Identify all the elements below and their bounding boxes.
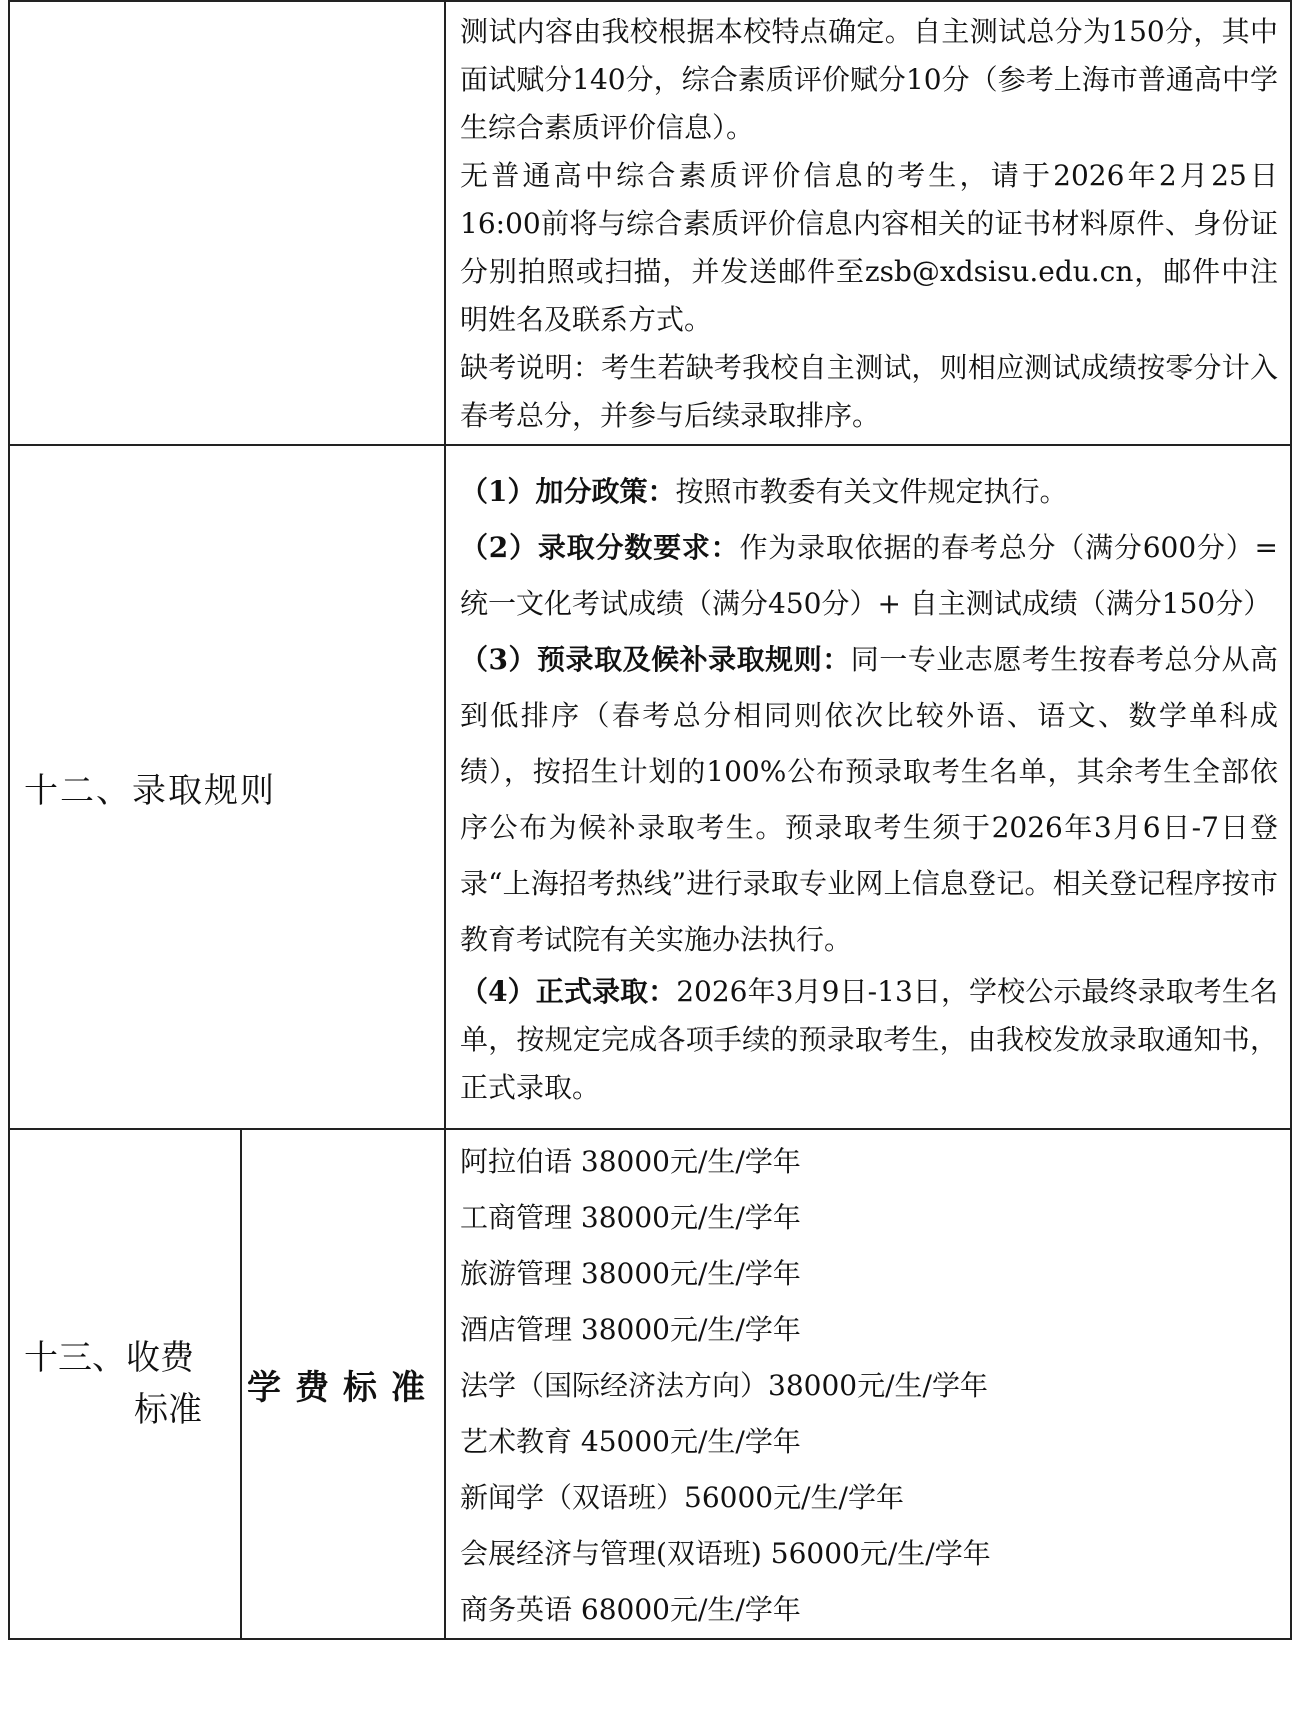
no-evaluation-paragraph: 无普通高中综合素质评价信息的考生，请于2026年2月25日16:00前将与综合素质评价信息内容相关的证书材料原件、身份证分别拍照或扫描，并发送邮件至zsb@xdsisu.edu.cn，邮件中注明姓名及联系方式。 [460, 159, 1278, 336]
tuition-item: 旅游管理 38000元/生/学年 [460, 1257, 801, 1290]
row-fees [9, 1129, 1291, 1639]
rule-item-formal [460, 968, 1278, 1112]
fees-heading-line2: 标准 [134, 1390, 202, 1430]
admission-rules-table [8, 0, 1292, 1640]
rule-label: （1）加分政策： [460, 475, 676, 508]
rule-text: 作为录取依据的春考总分（满分600分）= 统一文化考试成绩（满分450分）+ 自主测试成绩（满分150分） [460, 531, 1279, 620]
rule-label: （4）正式录取： [460, 975, 677, 1008]
row-admission-rules [9, 445, 1291, 1129]
tuition-item: 阿拉伯语 38000元/生/学年 [460, 1145, 801, 1178]
fees-heading-line1: 十三、收费 [24, 1338, 194, 1378]
rule-label: （3）预录取及候补录取规则： [460, 643, 851, 676]
test-content-cell [445, 1, 1291, 445]
rule-text: 同一专业志愿考生按春考总分从高到低排序（春考总分相同则依次比较外语、语文、数学单科成绩），按招生计划的100%公布预录取考生名单，其余考生全部依序公布为候补录取考生。预录取考生须于2026年3月6日-7日登录“上海招考热线”进行录取专业网上信息登记。相关登记程序按市教育考试院有关实施办法执行。 [460, 643, 1278, 956]
rule-text: 按照市教委有关文件规定执行。 [675, 475, 1068, 508]
tuition-subheading: 学费标准 [241, 1129, 445, 1639]
tuition-item: 商务英语 68000元/生/学年 [460, 1593, 801, 1626]
admission-rules-table-page [8, 0, 1290, 1728]
tuition-item: 新闻学（双语班）56000元/生/学年 [460, 1481, 904, 1514]
empty-heading-cell [9, 1, 445, 445]
rule-label: （2）录取分数要求： [460, 531, 740, 564]
rule-item-pre-admission [460, 632, 1278, 968]
tuition-item: 艺术教育 45000元/生/学年 [460, 1425, 801, 1458]
fees-heading [9, 1129, 241, 1639]
rule-item-score [460, 520, 1278, 632]
tuition-item: 法学（国际经济法方向）38000元/生/学年 [460, 1369, 988, 1402]
tuition-list-cell [445, 1129, 1291, 1639]
admission-rules-heading: 十二、录取规则 [9, 445, 445, 1129]
rule-item-bonus [460, 464, 1278, 520]
row-test-content [9, 1, 1291, 445]
tuition-item: 会展经济与管理(双语班) 56000元/生/学年 [460, 1537, 991, 1570]
test-score-paragraph: 测试内容由我校根据本校特点确定。自主测试总分为150分，其中面试赋分140分，综合素质评价赋分10分（参考上海市普通高中学生综合素质评价信息）。 [460, 15, 1278, 144]
rule-text: 2026年3月9日-13日，学校公示最终录取考生名单，按规定完成各项手续的预录取考生，由我校发放录取通知书，正式录取。 [460, 975, 1278, 1104]
absence-note-paragraph: 缺考说明：考生若缺考我校自主测试，则相应测试成绩按零分计入春考总分，并参与后续录取排序。 [460, 351, 1278, 432]
admission-rules-cell [445, 445, 1291, 1129]
tuition-item: 工商管理 38000元/生/学年 [460, 1201, 801, 1234]
tuition-item: 酒店管理 38000元/生/学年 [460, 1313, 801, 1346]
